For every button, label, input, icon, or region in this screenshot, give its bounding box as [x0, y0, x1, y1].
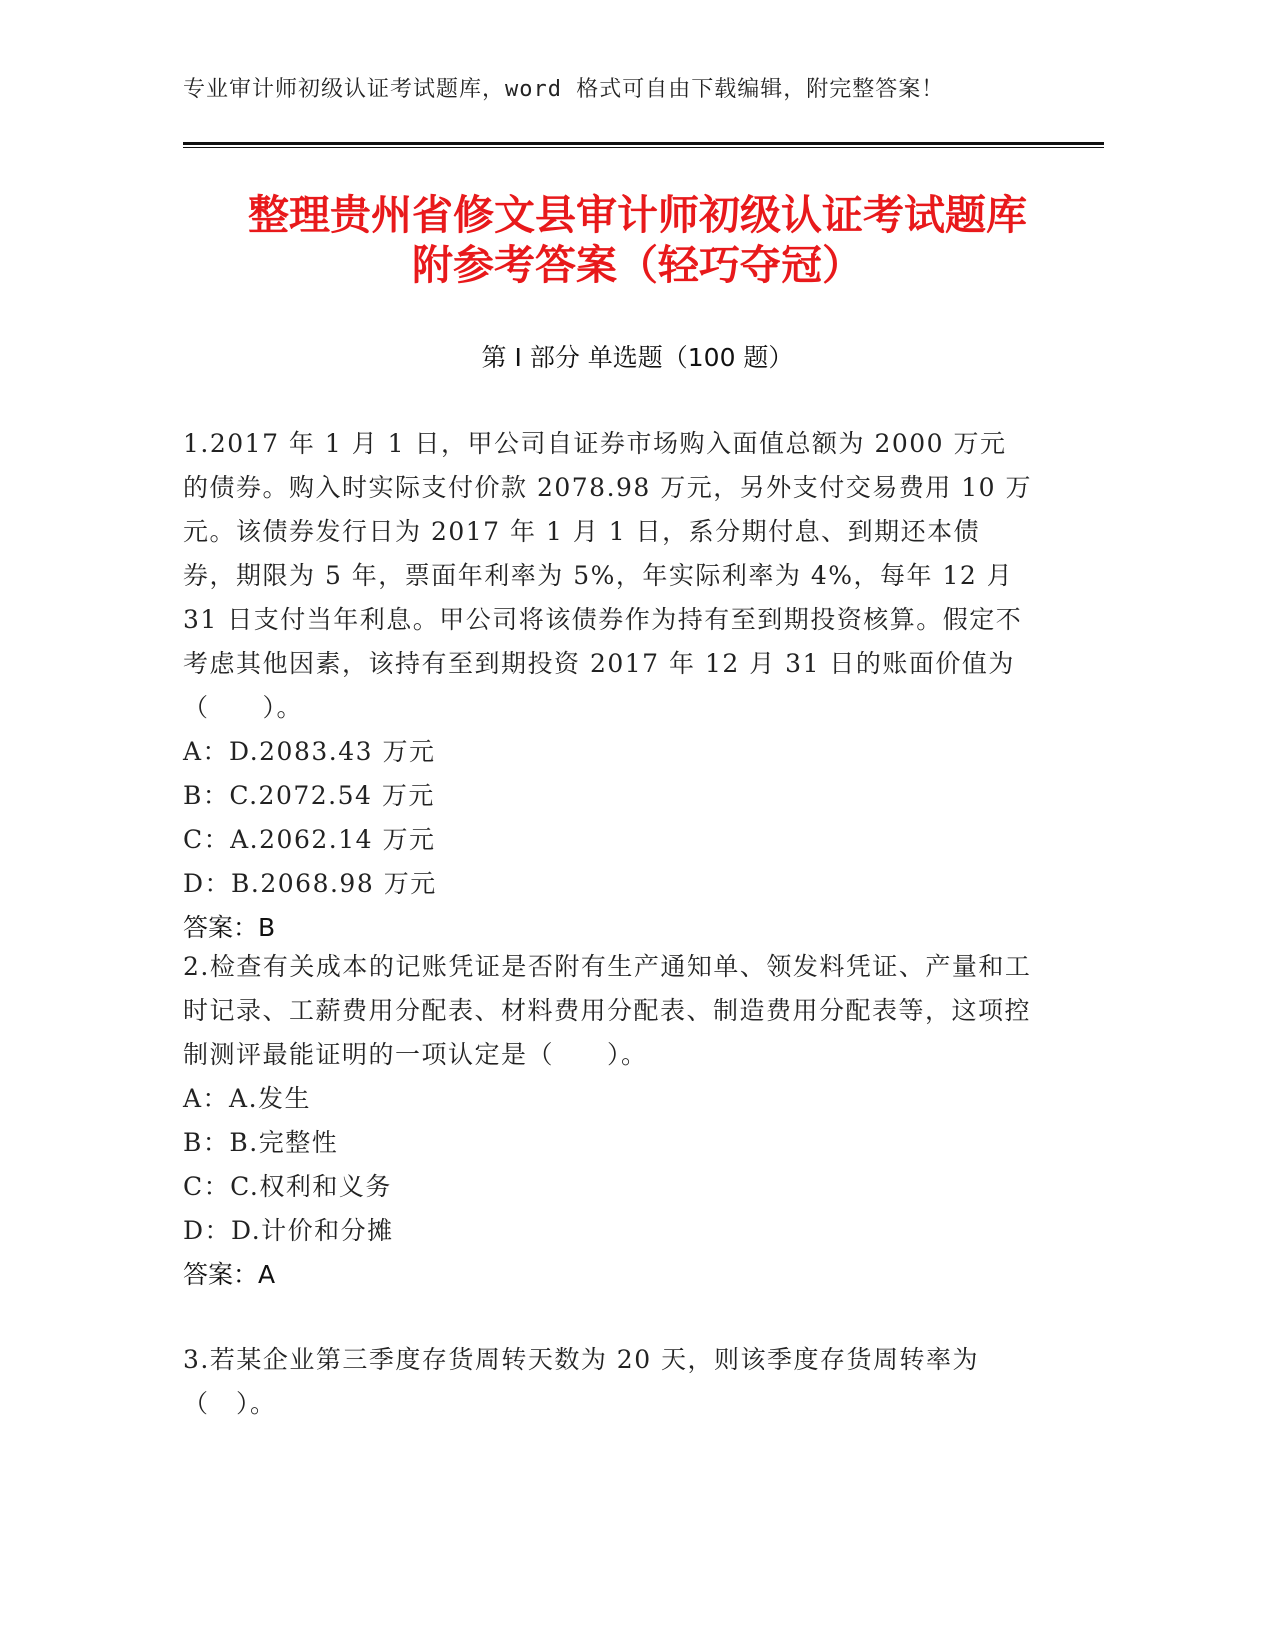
question-text: 1.2017 年 1 月 1 日，甲公司自证券市场购入面值总额为 2000 万元的债券。购入时实际支付价款 2078.98 万元，另外支付交易费用 10 万元。该债券发行日为 2017 年 1 月 1 日，系分期付息、到期还本债券，期限为 5 年，票面年利率为 5%，年实际利率为 4%，每年 12 月 31 日支付当年利息。甲公司将该债券作为持有至到期投资核算。假定不考虑其他因素，该持有至到期投资 2017 年 12 月 31 日的账面价值为（ ）。	[183, 429, 1032, 722]
option-a: A：D.2083.43 万元	[183, 737, 436, 766]
option-a: A：A.发生	[183, 1084, 312, 1113]
title-line-2: 附参考答案（轻巧夺冠）	[412, 241, 863, 289]
option-c: C：A.2062.14 万元	[183, 825, 436, 854]
question-text: 2.检查有关成本的记账凭证是否附有生产通知单、领发料凭证、产量和工时记录、工薪费用分配表、材料费用分配表、制造费用分配表等，这项控制测评最能证明的一项认定是（ ）。	[183, 952, 1032, 1069]
title-line-1: 整理贵州省修文县审计师初级认证考试题库	[248, 191, 1027, 239]
page-header: 专业审计师初级认证考试题库，word 格式可自由下载编辑，附完整答案！	[183, 77, 945, 102]
option-d: D：B.2068.98 万元	[183, 869, 437, 898]
header-rule	[183, 142, 1104, 148]
option-b: B：B.完整性	[183, 1128, 339, 1157]
section-heading: 第 I 部分 单选题（100 题）	[481, 343, 794, 372]
question-text: 3.若某企业第三季度存货周转天数为 20 天，则该季度存货周转率为（ ）。	[183, 1345, 980, 1418]
option-b: B：C.2072.54 万元	[183, 781, 435, 810]
option-c: C：C.权利和义务	[183, 1172, 392, 1201]
document-title	[120, 190, 1155, 290]
option-d: D：D.计价和分摊	[183, 1216, 394, 1245]
question-3	[183, 1338, 1033, 1426]
answer: 答案：A	[183, 1260, 276, 1289]
answer: 答案：B	[183, 913, 276, 942]
question-1	[183, 422, 1033, 950]
question-2	[183, 945, 1033, 1297]
